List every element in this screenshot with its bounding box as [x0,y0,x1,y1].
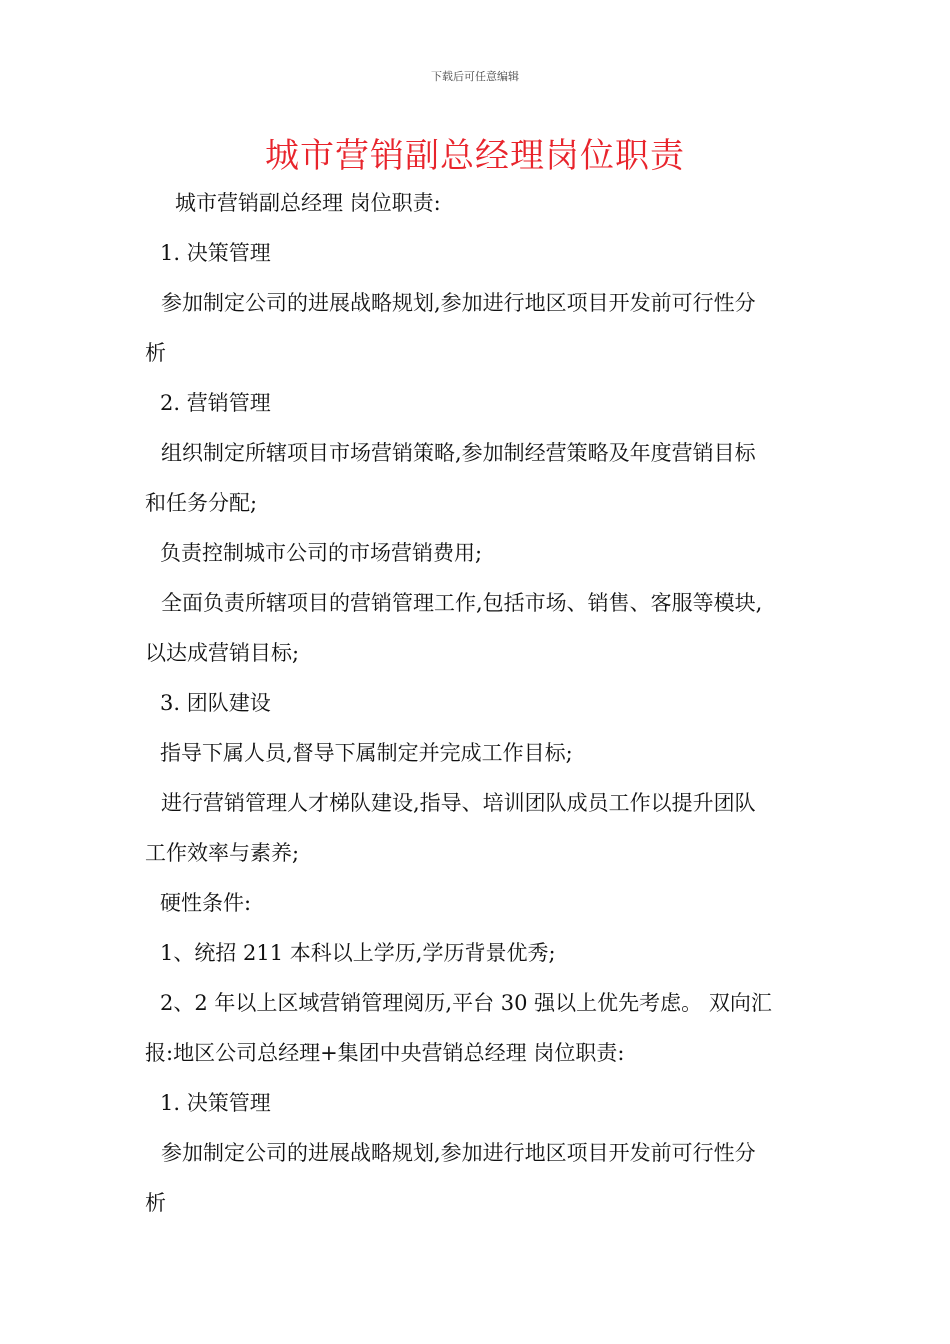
body-line: 2、2 年以上区域营销管理阅历,平台 30 强以上优先考虑。 双向汇 [160,991,772,1015]
body-line: 硬性条件: [160,891,252,915]
body-line: 组织制定所辖项目市场营销策略,参加制经营策略及年度营销目标 [161,441,756,465]
body-line: 3. 团队建设 [160,691,271,715]
body-line: 城市营销副总经理 岗位职责: [175,191,441,215]
document-title: 城市营销副总经理岗位职责 [265,136,685,176]
body-line: 全面负责所辖项目的营销管理工作,包括市场、销售、客服等模块, [161,591,763,615]
body-line: 进行营销管理人才梯队建设,指导、培训团队成员工作以提升团队 [161,791,756,815]
body-line: 1、统招 211 本科以上学历,学历背景优秀; [160,941,556,965]
header-note: 下载后可任意编辑 [431,70,519,83]
body-line: 1. 决策管理 [160,241,271,265]
body-line: 负责控制城市公司的市场营销费用; [160,541,483,565]
body-line: 析 [145,1191,166,1215]
body-line: 工作效率与素养; [145,841,300,865]
body-line: 参加制定公司的进展战略规划,参加进行地区项目开发前可行性分 [161,291,756,315]
body-line: 析 [145,341,166,365]
body-line: 1. 决策管理 [160,1091,271,1115]
body-line: 和任务分配; [145,491,258,515]
body-line: 指导下属人员,督导下属制定并完成工作目标; [160,741,573,765]
body-line: 以达成营销目标; [145,641,300,665]
body-line: 2. 营销管理 [160,391,271,415]
document-body [145,178,810,1228]
body-line: 报:地区公司总经理+集团中央营销总经理 岗位职责: [145,1041,625,1065]
body-line: 参加制定公司的进展战略规划,参加进行地区项目开发前可行性分 [161,1141,756,1165]
